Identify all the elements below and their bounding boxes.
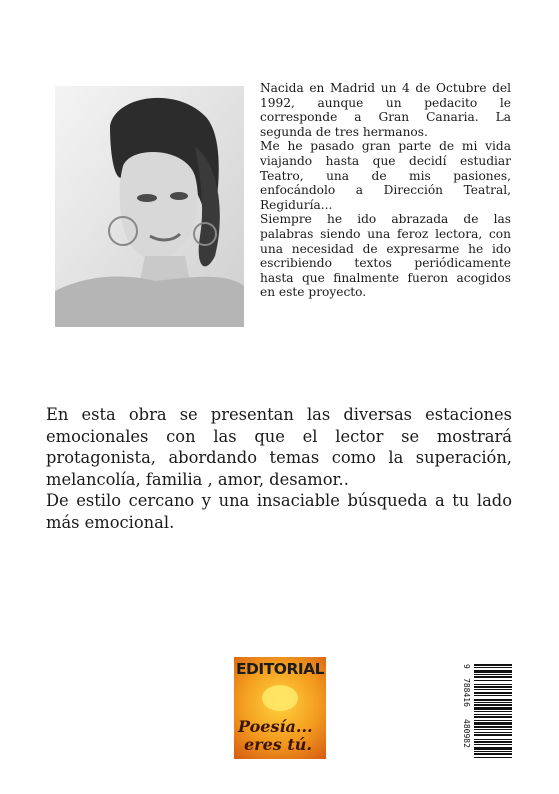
publisher-logo [234, 657, 326, 759]
bio-paragraph-1: Nacida en Madrid un 4 de Octubre del 1992, aunque un pedacito le corresponde a Gran Canaria. La segunda de tres hermanos. [260, 81, 511, 139]
barcode-group-2: 480982 [462, 719, 471, 748]
publisher-logo-line1: Poesía... [238, 717, 313, 736]
bio-paragraph-3: Siempre he ido abrazada de las palabras siendo una feroz lectora, con una necesidad de expresarme he ido escribiendo textos periódicamente hasta que finalmente fueron acogidos en este proyecto. [260, 212, 511, 300]
author-bio [260, 81, 511, 300]
publisher-logo-top: EDITORIAL [235, 660, 325, 678]
barcode-digits [462, 664, 472, 760]
blurb-paragraph-1: En esta obra se presentan las diversas estaciones emocionales con las que el lector se mostrará protagonista, abordando temas como la superación, melancolía, familia , amor, desamor.. [46, 405, 512, 489]
sun-icon [262, 685, 298, 711]
author-photo [55, 86, 244, 327]
bio-paragraph-2: Me he pasado gran parte de mi vida viajando hasta que decidí estudiar Teatro, una de mis pasiones, enfocándolo a Dirección Teatral, Regiduría... [260, 139, 511, 212]
author-portrait-image [55, 86, 244, 327]
publisher-logo-line2: eres tú. [244, 735, 312, 754]
barcode-group-1: 788416 [462, 678, 471, 707]
book-blurb [46, 404, 512, 534]
blurb-paragraph-2: De estilo cercano y una insaciable búsqueda a tu lado más emocional. [46, 491, 512, 532]
barcode-prefix: 9 [462, 664, 471, 669]
